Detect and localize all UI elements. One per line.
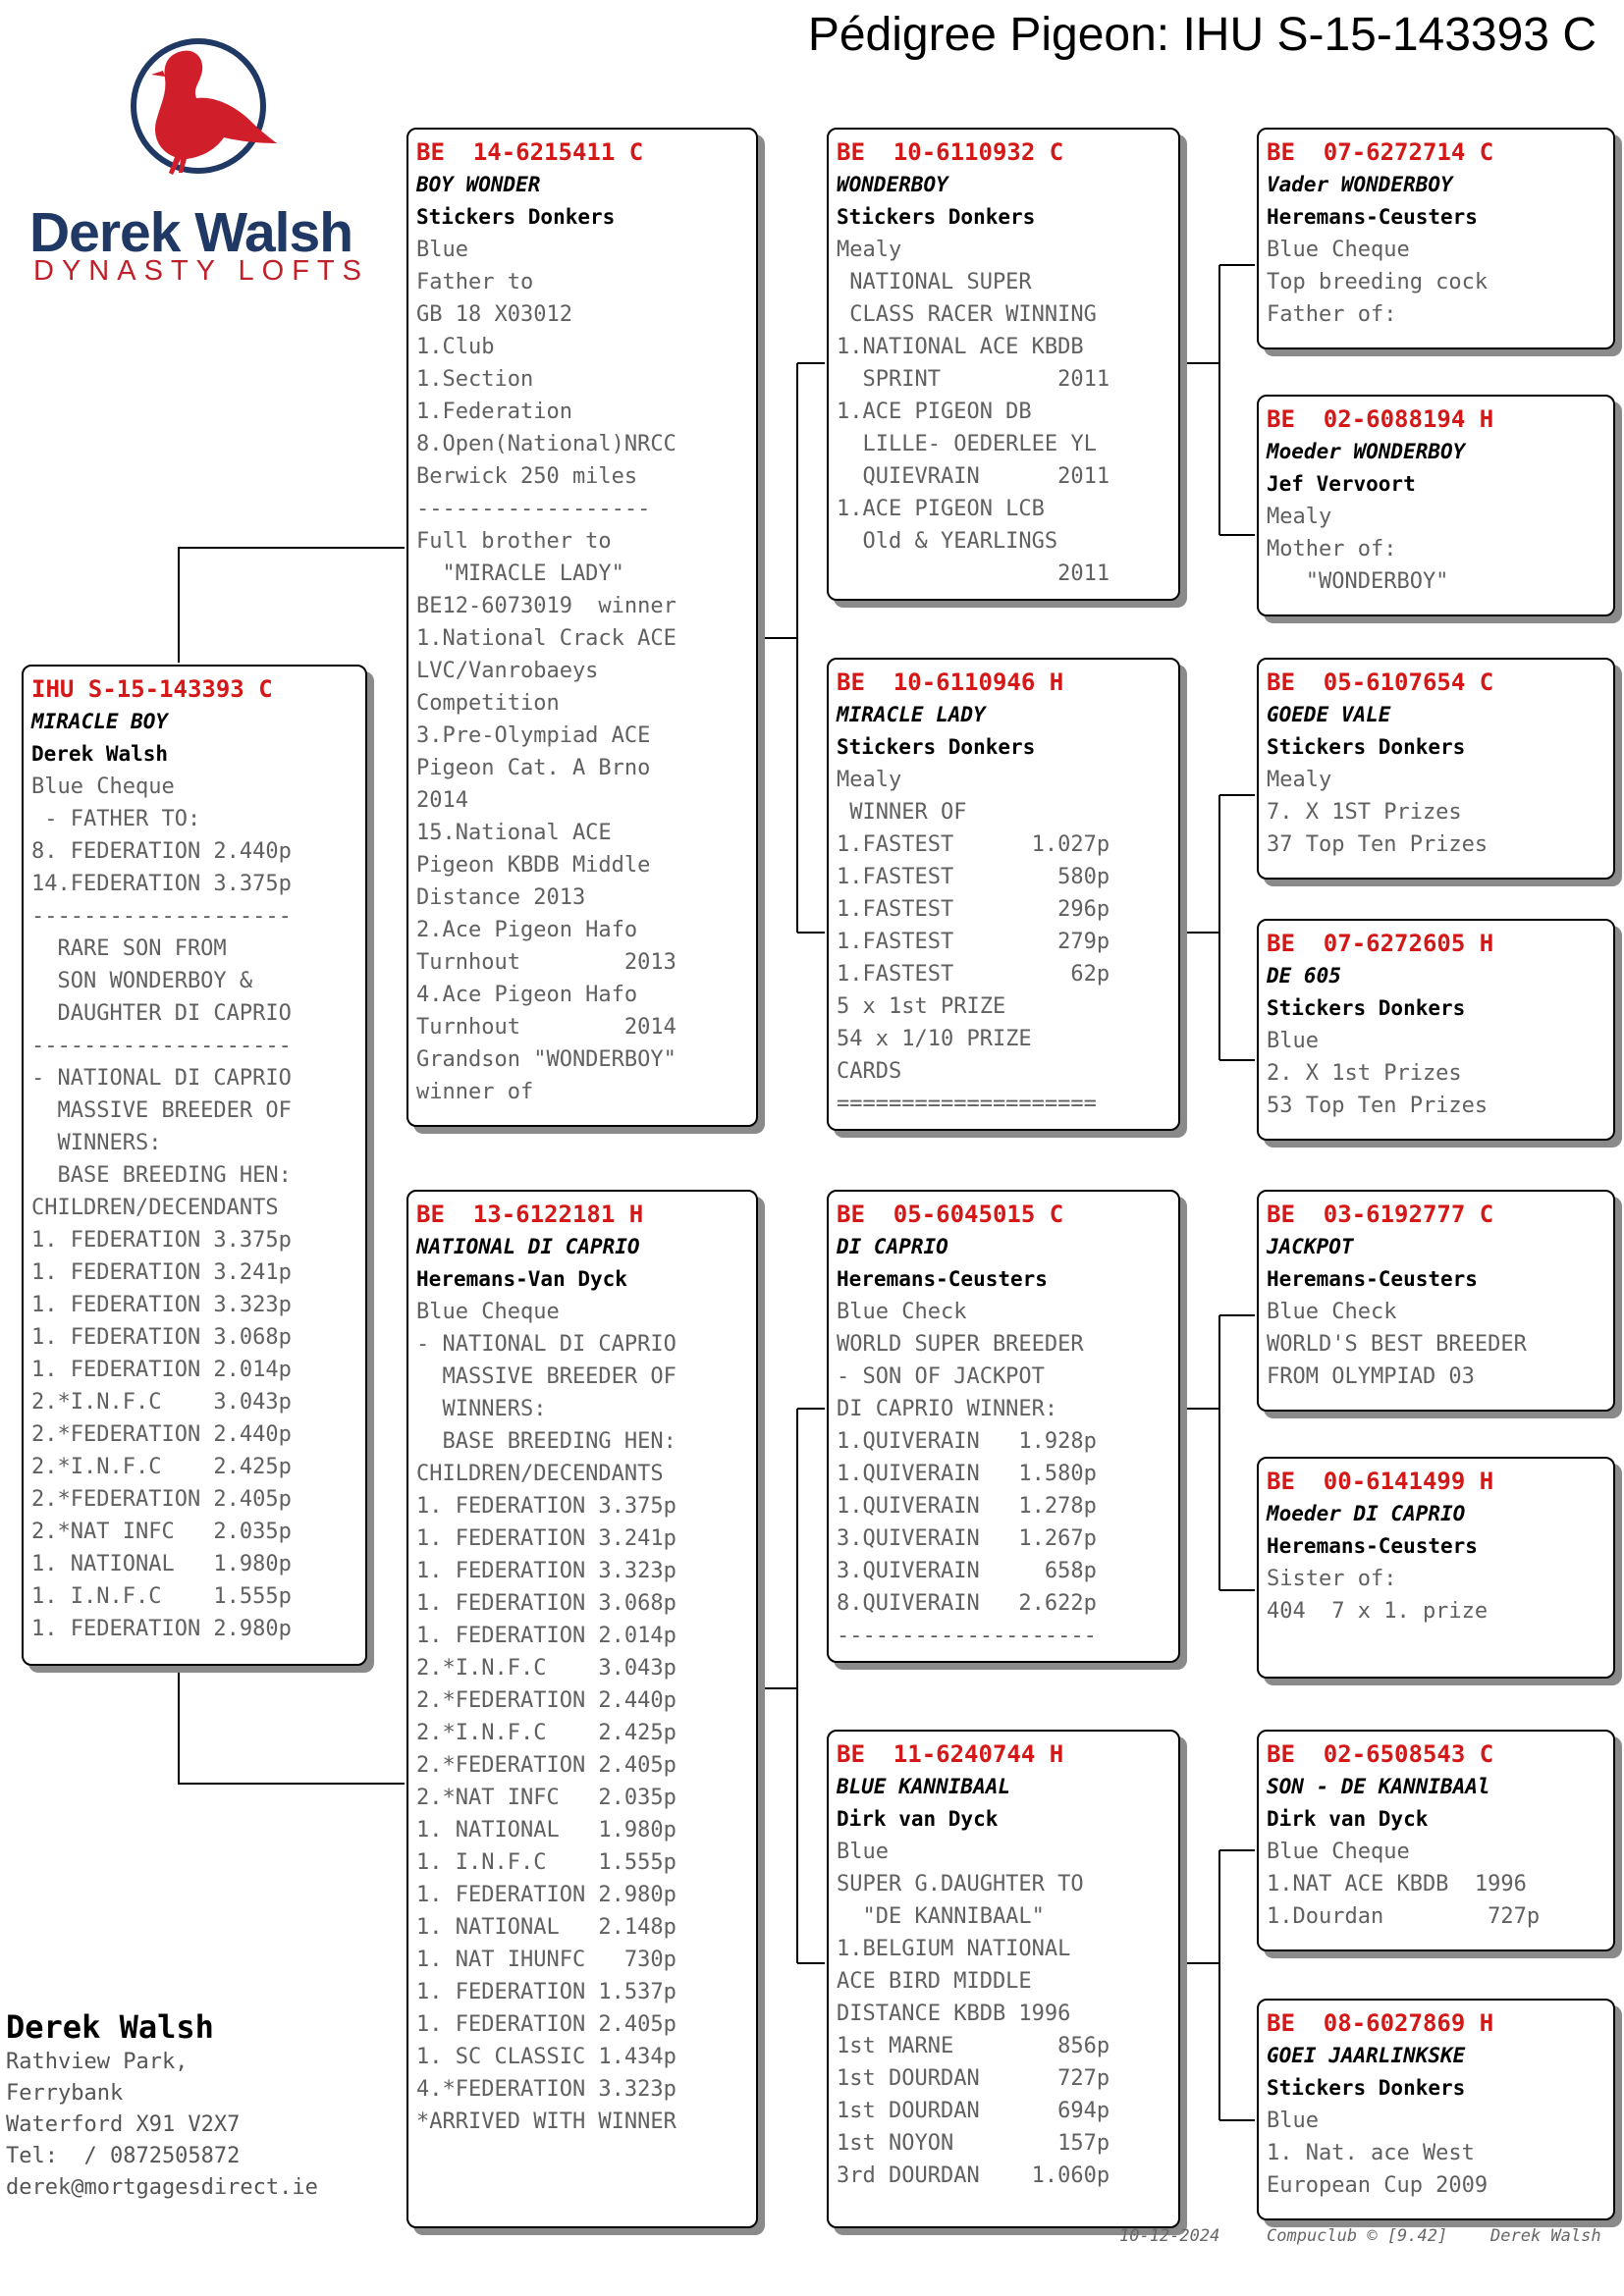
pedigree-line: 1. FEDERATION 2.405p bbox=[416, 2012, 677, 2037]
pedigree-line: "DE KANNIBAAL" bbox=[837, 1904, 1045, 1929]
pigeon-name: BLUE KANNIBAAL bbox=[837, 1775, 1011, 1798]
pedigree-line: 2. X 1st Prizes bbox=[1267, 1061, 1462, 1086]
pedigree-line: 1.Section bbox=[416, 367, 534, 392]
pedigree-line: 1.FASTEST 62p bbox=[837, 962, 1110, 987]
pedigree-line: Blue bbox=[837, 1840, 889, 1864]
pigeon-card-mm[interactable] bbox=[827, 1730, 1180, 2228]
owner-info bbox=[6, 2007, 318, 2204]
owner-email[interactable]: derek@mortgagesdirect.ie bbox=[6, 2175, 318, 2200]
pedigree-line: Father to bbox=[416, 270, 534, 294]
connector-mm-parents bbox=[1180, 1850, 1255, 2120]
pedigree-line: Father of: bbox=[1267, 302, 1397, 327]
pedigree-line: Berwick 250 miles bbox=[416, 464, 638, 489]
connector-father-parents bbox=[758, 363, 825, 933]
owner-phone: Tel: / 0872505872 bbox=[6, 2144, 241, 2168]
pigeon-name: BOY WONDER bbox=[416, 173, 541, 196]
pedigree-line: 1. NAT IHUNFC 730p bbox=[416, 1948, 677, 1972]
logo-subtitle: DYNASTY LOFTS bbox=[33, 255, 369, 287]
pedigree-line: *ARRIVED WITH WINNER bbox=[416, 2109, 677, 2134]
pigeon-name: MIRACLE BOY bbox=[31, 710, 169, 733]
pedigree-line: 1. FEDERATION 2.014p bbox=[416, 1624, 677, 1648]
pigeon-card-mmm[interactable] bbox=[1257, 1999, 1615, 2220]
ring-number: BE 10-6110946 H bbox=[837, 668, 1064, 696]
pedigree-line: 1. FEDERATION 2.980p bbox=[416, 1883, 677, 1907]
breeder-name: Heremans-Ceusters bbox=[1267, 205, 1478, 229]
pedigree-line: 1.Dourdan 727p bbox=[1267, 1904, 1541, 1929]
pedigree-line: ------------------ bbox=[416, 497, 651, 521]
ring-number: BE 07-6272605 H bbox=[1267, 930, 1494, 957]
pedigree-line: WINNER OF bbox=[837, 800, 967, 825]
footer-date: 10-12-2024 bbox=[1119, 2226, 1220, 2246]
pedigree-line: 1. FEDERATION 2.014p bbox=[31, 1358, 292, 1382]
pedigree-line: 2.*I.N.F.C 3.043p bbox=[31, 1390, 292, 1415]
pedigree-line: Blue bbox=[416, 238, 468, 262]
page-title: Pédigree Pigeon: IHU S-15-143393 C bbox=[807, 9, 1597, 61]
pigeon-name: GOEDE VALE bbox=[1267, 703, 1391, 726]
footer-author: Derek Walsh bbox=[1490, 2226, 1601, 2246]
pedigree-line: 4.*FEDERATION 3.323p bbox=[416, 2077, 677, 2102]
pedigree-line: CHILDREN/DECENDANTS bbox=[31, 1196, 279, 1220]
pedigree-line: 1. FEDERATION 3.323p bbox=[31, 1293, 292, 1317]
pedigree-line: LILLE- OEDERLEE YL bbox=[837, 432, 1097, 456]
pedigree-line: 404 7 x 1. prize bbox=[1267, 1599, 1489, 1624]
owner-address-line: Rathview Park, bbox=[6, 2050, 189, 2074]
ring-number: BE 00-6141499 H bbox=[1267, 1468, 1494, 1495]
ring-number: BE 10-6110932 C bbox=[837, 138, 1064, 166]
pedigree-line: WINNERS: bbox=[416, 1397, 547, 1421]
pedigree-line: 3rd DOURDAN 1.060p bbox=[837, 2163, 1110, 2188]
pigeon-name: SON - DE KANNIBAAl bbox=[1267, 1775, 1490, 1798]
ring-number: BE 02-6508543 C bbox=[1267, 1740, 1494, 1768]
pigeon-card-ff[interactable] bbox=[827, 128, 1180, 601]
pedigree-line: Blue Cheque bbox=[31, 774, 175, 799]
pedigree-line: Mealy bbox=[837, 238, 902, 262]
pigeon-card-fm[interactable] bbox=[827, 658, 1180, 1131]
breeder-name: Heremans-Ceusters bbox=[1267, 1267, 1478, 1291]
pedigree-line: BASE BREEDING HEN: bbox=[31, 1163, 292, 1188]
breeder-name: Stickers Donkers bbox=[416, 205, 616, 229]
pedigree-line: 1.FASTEST 296p bbox=[837, 897, 1110, 922]
pedigree-line: 1.ACE PIGEON LCB bbox=[837, 497, 1045, 521]
pigeon-name: NATIONAL DI CAPRIO bbox=[416, 1235, 640, 1258]
pigeon-name: DE 605 bbox=[1267, 964, 1341, 988]
pigeon-card-fff[interactable] bbox=[1257, 128, 1615, 349]
pigeon-name: MIRACLE LADY bbox=[837, 703, 986, 726]
pigeon-name: Moeder WONDERBOY bbox=[1267, 440, 1466, 463]
pedigree-line: SPRINT 2011 bbox=[837, 367, 1110, 392]
pedigree-line: WINNERS: bbox=[31, 1131, 162, 1155]
pedigree-line: Distance 2013 bbox=[416, 885, 586, 910]
pedigree-line: 1.QUIVERAIN 1.928p bbox=[837, 1429, 1097, 1454]
pigeon-card-mother[interactable] bbox=[406, 1190, 758, 2228]
pedigree-line: "WONDERBOY" bbox=[1267, 569, 1449, 594]
pedigree-line: 1. NATIONAL 2.148p bbox=[416, 1915, 677, 1940]
pigeon-card-fmf[interactable] bbox=[1257, 658, 1615, 880]
pigeon-card-main[interactable] bbox=[22, 665, 367, 1666]
pedigree-line: 1. FEDERATION 3.068p bbox=[31, 1325, 292, 1350]
breeder-name: Heremans-Ceusters bbox=[1267, 1534, 1478, 1558]
breeder-name: Stickers Donkers bbox=[1267, 996, 1466, 1020]
owner-address-line: Waterford X91 V2X7 bbox=[6, 2112, 241, 2137]
pedigree-line: European Cup 2009 bbox=[1267, 2173, 1489, 2198]
ring-number: BE 13-6122181 H bbox=[416, 1201, 644, 1228]
pedigree-line: BE12-6073019 winner bbox=[416, 594, 677, 618]
pedigree-line: 1. NATIONAL 1.980p bbox=[31, 1552, 292, 1576]
pigeon-card-ffm[interactable] bbox=[1257, 395, 1615, 616]
pedigree-line: -------------------- bbox=[31, 1034, 292, 1058]
pedigree-line: 8.Open(National)NRCC bbox=[416, 432, 677, 456]
pedigree-line: Sister of: bbox=[1267, 1567, 1397, 1591]
pedigree-line: Competition bbox=[416, 691, 560, 716]
pedigree-line: Full brother to bbox=[416, 529, 612, 554]
pedigree-line: 1. FEDERATION 3.375p bbox=[31, 1228, 292, 1253]
pedigree-line: 3.QUIVERAIN 1.267p bbox=[837, 1526, 1097, 1551]
pedigree-line: 3.Pre-Olympiad ACE bbox=[416, 723, 651, 748]
pedigree-line: 1st DOURDAN 694p bbox=[837, 2099, 1110, 2123]
footer-software: Compuclub © [9.42] bbox=[1267, 2226, 1448, 2246]
pedigree-line: 2.*I.N.F.C 2.425p bbox=[416, 1721, 677, 1745]
ring-number: BE 03-6192777 C bbox=[1267, 1201, 1494, 1228]
pedigree-line: Blue bbox=[1267, 1029, 1319, 1053]
pedigree-line: 8. FEDERATION 2.440p bbox=[31, 839, 292, 864]
pedigree-line: Blue bbox=[1267, 2109, 1319, 2133]
pedigree-line: 2011 bbox=[837, 561, 1110, 586]
ring-number: BE 11-6240744 H bbox=[837, 1740, 1064, 1768]
pedigree-line: SON WONDERBOY & bbox=[31, 969, 253, 993]
ring-number: BE 08-6027869 H bbox=[1267, 2009, 1494, 2037]
pigeon-card-mf[interactable] bbox=[827, 1190, 1180, 1663]
pedigree-line: WORLD SUPER BREEDER bbox=[837, 1332, 1084, 1357]
pedigree-line: 4.Ace Pigeon Hafo bbox=[416, 983, 638, 1007]
pedigree-line: 1.FASTEST 580p bbox=[837, 865, 1110, 889]
breeder-name: Heremans-Ceusters bbox=[837, 1267, 1048, 1291]
pedigree-line: ==================== bbox=[837, 1092, 1097, 1116]
pedigree-line: Top breeding cock bbox=[1267, 270, 1489, 294]
pedigree-line: 1st MARNE 856p bbox=[837, 2034, 1110, 2058]
pedigree-line: 54 x 1/10 PRIZE bbox=[837, 1027, 1032, 1051]
connector-mf-parents bbox=[1180, 1315, 1255, 1590]
pedigree-line: - NATIONAL DI CAPRIO bbox=[31, 1066, 292, 1091]
pigeon-name: JACKPOT bbox=[1267, 1235, 1354, 1258]
pedigree-line: 1. SC CLASSIC 1.434p bbox=[416, 2045, 677, 2069]
pedigree-line: ACE BIRD MIDDLE bbox=[837, 1969, 1032, 1994]
pedigree-line: 53 Top Ten Prizes bbox=[1267, 1094, 1489, 1118]
pigeon-name: Moeder DI CAPRIO bbox=[1267, 1502, 1466, 1525]
pedigree-line: 1.Federation bbox=[416, 400, 572, 424]
breeder-name: Derek Walsh bbox=[31, 742, 169, 766]
pedigree-line: 1. FEDERATION 3.241p bbox=[416, 1526, 677, 1551]
pedigree-line: DI CAPRIO WINNER: bbox=[837, 1397, 1058, 1421]
pedigree-line: BASE BREEDING HEN: bbox=[416, 1429, 677, 1454]
pedigree-line: 1.NATIONAL ACE KBDB bbox=[837, 335, 1084, 359]
pedigree-line: FROM OLYMPIAD 03 bbox=[1267, 1364, 1475, 1389]
pedigree-line: 2.*FEDERATION 2.440p bbox=[31, 1422, 292, 1447]
pedigree-line: 1. NATIONAL 1.980p bbox=[416, 1818, 677, 1842]
pigeon-name: Vader WONDERBOY bbox=[1267, 173, 1453, 196]
connector-main-father bbox=[179, 548, 405, 663]
pedigree-line: CARDS bbox=[837, 1059, 902, 1084]
ring-number: IHU S-15-143393 C bbox=[31, 675, 273, 703]
pedigree-line: 1.BELGIUM NATIONAL bbox=[837, 1937, 1071, 1961]
pedigree-line: DAUGHTER DI CAPRIO bbox=[31, 1001, 292, 1026]
pedigree-line: - FATHER TO: bbox=[31, 807, 201, 831]
pedigree-line: 1. FEDERATION 3.068p bbox=[416, 1591, 677, 1616]
pedigree-line: GB 18 X03012 bbox=[416, 302, 572, 327]
pedigree-line: Pigeon KBDB Middle bbox=[416, 853, 651, 878]
pedigree-line: 1. FEDERATION 3.323p bbox=[416, 1559, 677, 1583]
logo-name: Derek Walsh bbox=[29, 201, 353, 264]
pedigree-line: winner of bbox=[416, 1080, 534, 1104]
pigeon-card-father[interactable] bbox=[406, 128, 758, 1127]
pedigree-line: 2.*FEDERATION 2.405p bbox=[31, 1487, 292, 1512]
pedigree-line: Mealy bbox=[1267, 505, 1332, 529]
pedigree-line: 2.*I.N.F.C 3.043p bbox=[416, 1656, 677, 1681]
ring-number: BE 07-6272714 C bbox=[1267, 138, 1494, 166]
pigeon-card-fmm[interactable] bbox=[1257, 919, 1615, 1141]
owner-name: Derek Walsh bbox=[6, 2008, 214, 2046]
breeder-name: Dirk van Dyck bbox=[837, 1807, 999, 1831]
pedigree-line: 1. FEDERATION 3.241p bbox=[31, 1260, 292, 1285]
pedigree-line: 1. FEDERATION 1.537p bbox=[416, 1980, 677, 2004]
pedigree-line: Blue Cheque bbox=[416, 1300, 560, 1324]
pedigree-line: 1.FASTEST 1.027p bbox=[837, 832, 1110, 857]
pedigree-line: 1. FEDERATION 2.980p bbox=[31, 1617, 292, 1641]
pedigree-line: LVC/Vanrobaeys bbox=[416, 659, 599, 683]
pedigree-line: 1.FASTEST 279p bbox=[837, 930, 1110, 954]
pedigree-line: 1. I.N.F.C 1.555p bbox=[31, 1584, 292, 1609]
pedigree-line: MASSIVE BREEDER OF bbox=[416, 1364, 677, 1389]
pedigree-line: Mealy bbox=[837, 768, 902, 792]
pedigree-line: 2.*FEDERATION 2.440p bbox=[416, 1688, 677, 1713]
pedigree-line: NATIONAL SUPER bbox=[837, 270, 1032, 294]
pedigree-line: 2.Ace Pigeon Hafo bbox=[416, 918, 638, 942]
pedigree-line: QUIEVRAIN 2011 bbox=[837, 464, 1110, 489]
pedigree-line: WORLD'S BEST BREEDER bbox=[1267, 1332, 1527, 1357]
pedigree-line: DISTANCE KBDB 1996 bbox=[837, 2002, 1071, 2026]
pedigree-line: RARE SON FROM bbox=[31, 936, 227, 961]
pedigree-line: 1. FEDERATION 3.375p bbox=[416, 1494, 677, 1519]
pedigree-line: "MIRACLE LADY" bbox=[416, 561, 624, 586]
pigeon-card-mfm[interactable] bbox=[1257, 1457, 1615, 1679]
breeder-name: Jef Vervoort bbox=[1267, 472, 1416, 496]
breeder-name: Stickers Donkers bbox=[837, 735, 1036, 759]
pedigree-line: Mealy bbox=[1267, 768, 1332, 792]
ring-number: BE 05-6107654 C bbox=[1267, 668, 1494, 696]
pedigree-line: CLASS RACER WINNING bbox=[837, 302, 1097, 327]
pedigree-line: 1.Club bbox=[416, 335, 495, 359]
pedigree-line: Turnhout 2013 bbox=[416, 950, 677, 975]
pedigree-line: 14.FEDERATION 3.375p bbox=[31, 872, 292, 896]
pedigree-line: 1.National Crack ACE bbox=[416, 626, 677, 651]
pigeon-name: GOEI JAARLINKSKE bbox=[1267, 2044, 1466, 2067]
ring-number: BE 05-6045015 C bbox=[837, 1201, 1064, 1228]
pedigree-line: - NATIONAL DI CAPRIO bbox=[416, 1332, 677, 1357]
pedigree-line: 1.ACE PIGEON DB bbox=[837, 400, 1032, 424]
pedigree-line: Pigeon Cat. A Brno bbox=[416, 756, 651, 780]
connector-mother-parents bbox=[758, 1409, 825, 1963]
owner-address-line: Ferrybank bbox=[6, 2081, 124, 2106]
ring-number: BE 02-6088194 H bbox=[1267, 405, 1494, 433]
pigeon-name: DI CAPRIO bbox=[837, 1235, 948, 1258]
pedigree-line: Old & YEARLINGS bbox=[837, 529, 1058, 554]
breeder-name: Stickers Donkers bbox=[1267, 735, 1466, 759]
pedigree-line: Blue Cheque bbox=[1267, 1840, 1410, 1864]
pedigree-line: 2.*NAT INFC 2.035p bbox=[31, 1520, 292, 1544]
pedigree-line: 37 Top Ten Prizes bbox=[1267, 832, 1489, 857]
pedigree-line: SUPER G.DAUGHTER TO bbox=[837, 1872, 1084, 1896]
pedigree-line: CHILDREN/DECENDANTS bbox=[416, 1462, 664, 1486]
pigeon-name: WONDERBOY bbox=[837, 173, 948, 196]
pedigree-line: Blue Cheque bbox=[1267, 238, 1410, 262]
pedigree-line: 8.QUIVERAIN 2.622p bbox=[837, 1591, 1097, 1616]
pedigree-line: 2.*I.N.F.C 2.425p bbox=[31, 1455, 292, 1479]
connector-ff-parents bbox=[1180, 265, 1255, 535]
pedigree-line: 5 x 1st PRIZE bbox=[837, 994, 1006, 1019]
pedigree-line: 1st DOURDAN 727p bbox=[837, 2066, 1110, 2091]
pedigree-line: 1.QUIVERAIN 1.580p bbox=[837, 1462, 1097, 1486]
ring-number: BE 14-6215411 C bbox=[416, 138, 644, 166]
breeder-name: Heremans-Van Dyck bbox=[416, 1267, 627, 1291]
pedigree-line: MASSIVE BREEDER OF bbox=[31, 1098, 292, 1123]
pigeon-card-mff[interactable] bbox=[1257, 1190, 1615, 1412]
pedigree-line: 2.*NAT INFC 2.035p bbox=[416, 1786, 677, 1810]
pedigree-line: 2.*FEDERATION 2.405p bbox=[416, 1753, 677, 1778]
connector-main-mother bbox=[179, 1669, 405, 1784]
breeder-name: Stickers Donkers bbox=[837, 205, 1036, 229]
pedigree-line: 1st NOYON 157p bbox=[837, 2131, 1110, 2156]
pedigree-line: 7. X 1ST Prizes bbox=[1267, 800, 1462, 825]
pigeon-card-mmf[interactable] bbox=[1257, 1730, 1615, 1951]
pedigree-line: 1. I.N.F.C 1.555p bbox=[416, 1850, 677, 1875]
pedigree-line: 1. Nat. ace West bbox=[1267, 2141, 1475, 2165]
pedigree-line: Mother of: bbox=[1267, 537, 1397, 561]
pedigree-line: 2014 bbox=[416, 788, 468, 813]
pedigree-line: 15.National ACE bbox=[416, 821, 612, 845]
pedigree-line: Grandson "WONDERBOY" bbox=[416, 1047, 677, 1072]
pedigree-line: 1.NAT ACE KBDB 1996 bbox=[1267, 1872, 1527, 1896]
pedigree-line: Turnhout 2014 bbox=[416, 1015, 677, 1040]
connector-fm-parents bbox=[1180, 795, 1255, 1060]
breeder-name: Dirk van Dyck bbox=[1267, 1807, 1429, 1831]
pedigree-line: -------------------- bbox=[31, 904, 292, 929]
pedigree-line: 1.QUIVERAIN 1.278p bbox=[837, 1494, 1097, 1519]
pedigree-line: Blue Check bbox=[1267, 1300, 1397, 1324]
pedigree-line: - SON OF JACKPOT bbox=[837, 1364, 1045, 1389]
pedigree-line: 3.QUIVERAIN 658p bbox=[837, 1559, 1097, 1583]
pedigree-line: Blue Check bbox=[837, 1300, 967, 1324]
pedigree-line: -------------------- bbox=[837, 1624, 1097, 1648]
breeder-name: Stickers Donkers bbox=[1267, 2076, 1466, 2100]
